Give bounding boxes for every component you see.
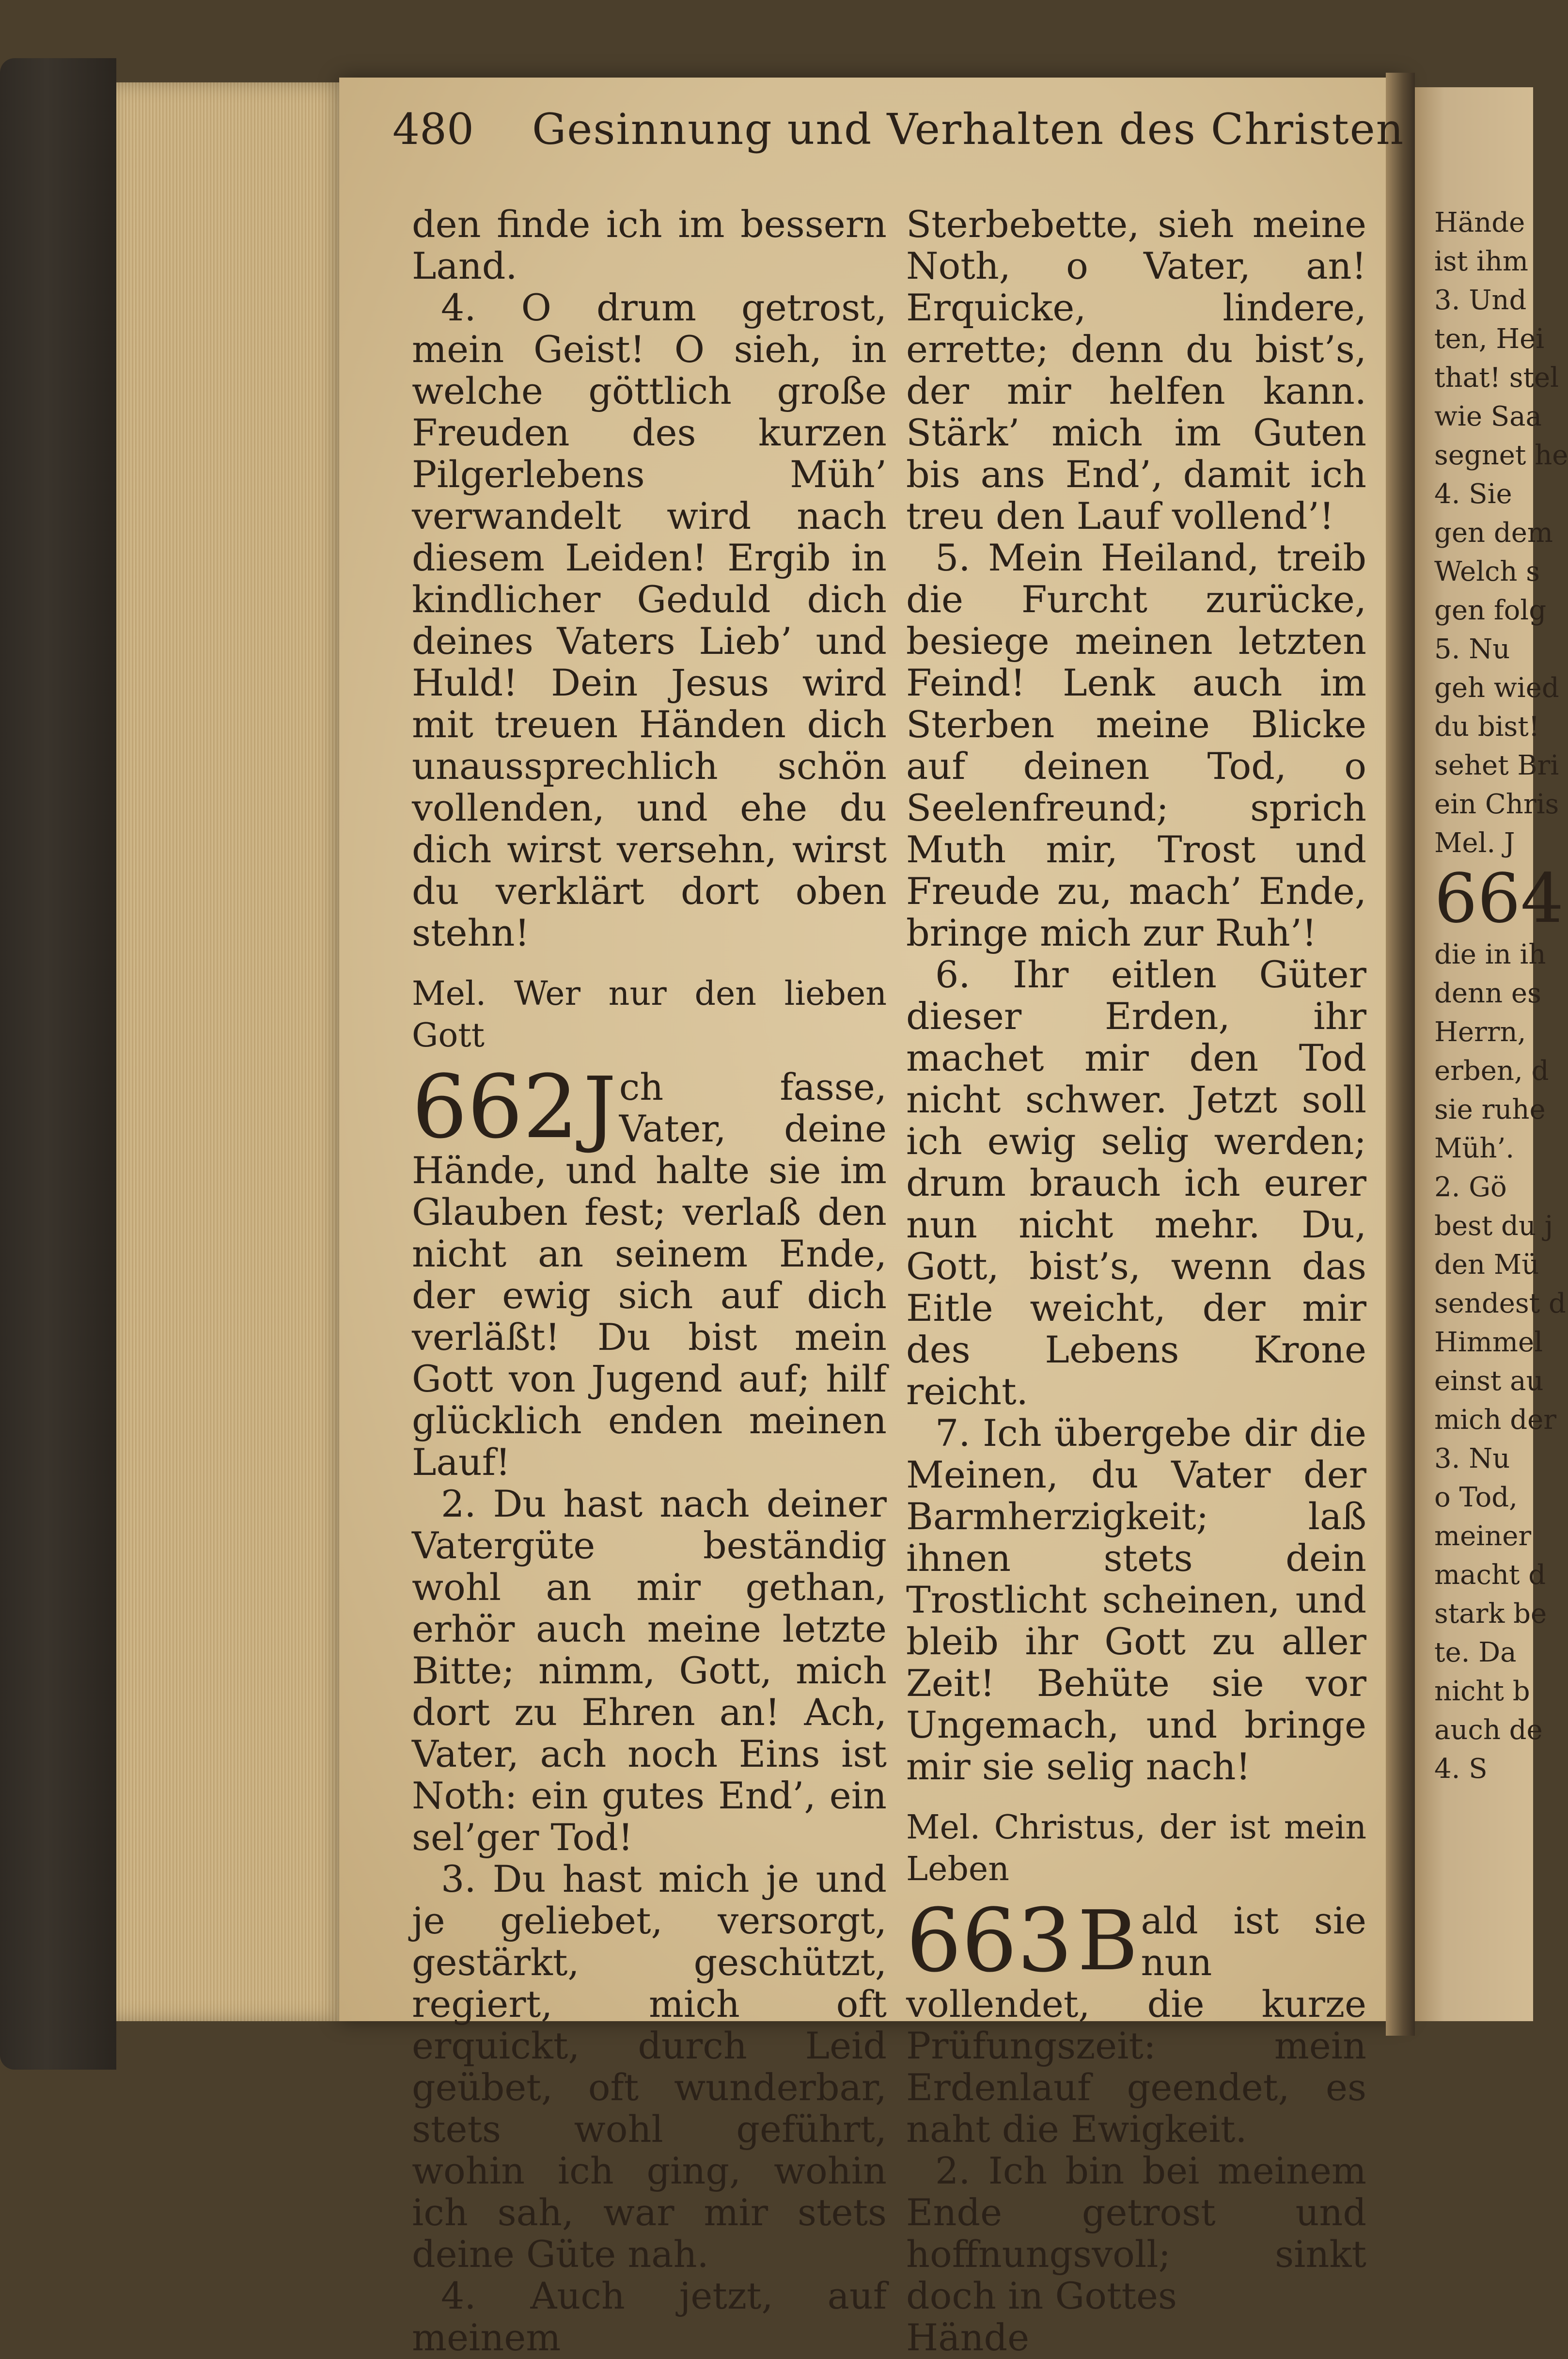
hymn-663-verse-2: 2. Ich bin bei meinem Ende getrost und hoffnungsvoll; sinkt doch in Gottes [906, 2149, 1366, 2317]
next-page-fragment: stark be [1434, 1598, 1547, 1630]
next-page-fragment: Herrn, [1434, 1016, 1526, 1048]
page-header [392, 104, 1405, 172]
next-page-text [1415, 87, 1568, 1789]
hymn-number-663: 663 [906, 1890, 1073, 1992]
next-page-fragment: Hände [1434, 207, 1525, 238]
drop-cap-662: J [583, 1060, 616, 1156]
hymn-662 [412, 1057, 887, 1484]
next-page-fragment: ist ihm [1434, 246, 1529, 277]
next-page-fragment: wie Saa [1434, 401, 1542, 432]
melody-line-663: Mel. Christus, der ist mein Leben [906, 1808, 1366, 1888]
next-page-fragment: nicht b [1434, 1676, 1530, 1707]
verse-7: 7. Ich übergebe dir die Meinen, du Vater der Barmherzigkeit; laß ihnen stets dein Trostlicht scheinen, und bleib ihr Gott zu aller Zeit! Behüte sie vor Ungemach, und bringe mir sie selig nach! [906, 1411, 1366, 1788]
next-page-fragment: mich der [1434, 1404, 1556, 1436]
next-page-fragment: ten, Hei [1434, 323, 1545, 355]
continued-verse: den finde ich im bessern Land. [412, 203, 887, 287]
next-page-fragment: du bist! [1434, 711, 1540, 743]
next-page-fragment: sehet Bri [1434, 750, 1559, 781]
hymn-663 [906, 1890, 1366, 2151]
next-page-fragment: Mel. J [1434, 827, 1515, 859]
next-page-fragment: 664 [1434, 859, 1564, 938]
running-title: Gesinnung und Verhalten des Christen [532, 104, 1405, 154]
next-page-fragment: segnet he [1434, 440, 1568, 471]
next-page-fragment: Welch s [1434, 556, 1540, 587]
next-page-fragment: best du j [1434, 1210, 1553, 1242]
next-page-fragment: 2. Gö [1434, 1172, 1507, 1203]
hymn-662-verse-2: 2. Du hast nach deiner Vatergüte beständig wohl an mir gethan, erhör auch meine letzte Bitte; nimm, Gott, mich dort zu Ehren an! Ach, Vater, ach noch Eins ist Noth: ein gutes End’, ein sel’ger Tod! [412, 1482, 887, 1859]
next-page-fragment: that! stel [1434, 362, 1559, 394]
hymn-663-verse-1: ald ist sie nun vollendet, die kurze Prüfungszeit: mein Erdenlauf geendet, es naht die Ewigkeit. [906, 1899, 1366, 2151]
page-number: 480 [392, 104, 474, 154]
hymn-662-verse-1: ch fasse, Vater, deine Hände, und halte sie im Glauben fest; verlaß den nicht an seinem Ende, der ewig sich auf dich verläßt! Du bist mein Gott von Jugend auf; hilf glücklich enden meinen Lauf! [412, 1065, 887, 1484]
page-edges [116, 82, 368, 2021]
next-page-fragment: macht d [1434, 1559, 1546, 1591]
right-column [906, 204, 1366, 2359]
continued-verse-right: Sterbebette, sieh meine Noth, o Vater, an! Erquicke, lindere, errette; denn du bist’s, der mir helfen kann. Stärk’ mich im Guten bis ans End’, damit ich treu den Lauf vollend’! [906, 203, 1366, 538]
catchword: Hände [906, 2316, 1030, 2359]
next-page-fragment: 3. Und [1434, 285, 1527, 316]
next-page-fragment: 5. Nu [1434, 633, 1510, 665]
next-page-fragment: geh wied [1434, 672, 1559, 704]
next-page-fragment: te. Da [1434, 1637, 1517, 1668]
next-page-fragment: gen dem [1434, 517, 1553, 549]
book-spine [0, 58, 116, 2070]
next-page-fragment: o Tod, [1434, 1482, 1518, 1513]
drop-cap-663: B [1077, 1893, 1138, 1989]
verse-4: 4. O drum getrost, mein Geist! O sieh, in welche göttlich große Freuden des kurzen Pilgerlebens Müh’ verwandelt wird nach diesem Leiden! Ergib in kindlicher Geduld dich deines Vaters Lieb’ und Huld! Dein Jesus wird mit treuen Händen dich unaussprechlich schön vollenden, und ehe du dich wirst versehn, wirst du verklärt dort oben stehn! [412, 286, 887, 954]
left-column [412, 204, 887, 2359]
melody-line-662: Mel. Wer nur den lieben Gott [412, 975, 887, 1055]
next-page-fragment: meiner [1434, 1520, 1532, 1552]
next-page-fragment: ein Chris [1434, 789, 1559, 820]
hymn-662-verse-3: 3. Du hast mich je und je geliebet, versorgt, gestärkt, geschützt, regiert, mich oft erquickt, durch Leid geübet, oft wunderbar, stets wohl geführt, wohin ich ging, wohin ich sah, war mir stets deine Güte nah. [412, 1857, 887, 2276]
next-page-fragment: 4. S [1434, 1753, 1488, 1785]
verse-6: 6. Ihr eitlen Güter dieser Erden, ihr machet mir den Tod nicht schwer. Jetzt soll ich ewig selig werden; drum brauch ich eurer nun nicht mehr. Du, Gott, bist’s, wenn das Eitle weicht, der mir des Lebens Krone reicht. [906, 953, 1366, 1413]
book-gutter [1386, 73, 1415, 2036]
hymn-662-verse-4-start: 4. Auch jetzt, auf meinem [412, 2274, 887, 2359]
next-page-fragment: Müh’. [1434, 1133, 1515, 1164]
next-page-fragment: den Mü [1434, 1249, 1539, 1281]
next-page-fragment: Himmel [1434, 1327, 1543, 1358]
next-page-fragment: gen folg [1434, 595, 1547, 626]
next-page-fragment: erben, d [1434, 1055, 1549, 1087]
verse-5: 5. Mein Heiland, treib die Furcht zurücke, besiege meinen letzten Feind! Lenk auch im Sterben meine Blicke auf deinen Tod, o Seelenfreund; sprich Muth mir, Trost und Freude zu, mach’ Ende, bringe mich zur Ruh’! [906, 536, 1366, 954]
next-page-fragment: sie ruhe [1434, 1094, 1546, 1125]
next-page-fragment: die in ih [1434, 939, 1546, 970]
next-page-fragment: einst au [1434, 1365, 1544, 1397]
next-page-fragment: 4. Sie [1434, 478, 1512, 510]
next-page-edge [1415, 87, 1568, 2021]
next-page-fragment: auch de [1434, 1714, 1543, 1746]
next-page-fragment: 3. Nu [1434, 1443, 1510, 1474]
next-page-fragment: sendest d [1434, 1288, 1566, 1319]
next-page-fragment: denn es [1434, 978, 1541, 1009]
hymn-number-662: 662 [412, 1057, 579, 1158]
